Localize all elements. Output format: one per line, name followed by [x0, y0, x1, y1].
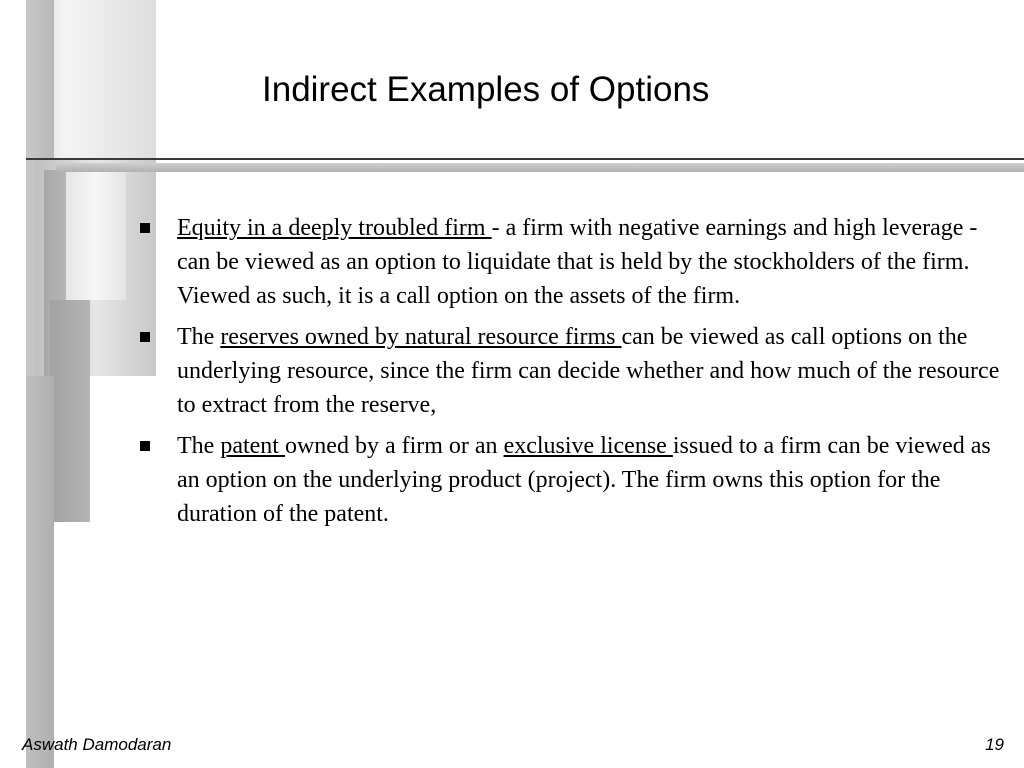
- bullet-text-underlined: patent: [220, 433, 285, 459]
- square-bullet-icon: [140, 223, 150, 233]
- bullet-list: [140, 211, 1000, 538]
- footer-author: Aswath Damodaran: [22, 735, 172, 754]
- bullet-item: [140, 429, 1000, 531]
- bullet-text-underlined: Equity in a deeply troubled firm: [177, 215, 492, 241]
- bullet-text-underlined: exclusive license: [503, 433, 673, 459]
- footer-page-number: 19: [985, 735, 1004, 754]
- decor-bar: [50, 300, 90, 522]
- bullet-text: can be viewed as call options on the underlying resource, since the firm can decide whether and how much of the resource to extract from the reserve,: [177, 324, 1000, 418]
- bullet-text: owned by a firm or an: [284, 433, 504, 459]
- bullet-item: [140, 320, 1000, 422]
- title-divider-shadow: [56, 163, 1024, 172]
- bullet-text: The: [177, 324, 221, 350]
- slide-title: Indirect Examples of Options: [262, 70, 710, 109]
- bullet-text: - a firm with negative earnings and high leverage - can be viewed as an option to liquidate that is held by the stockholders of the firm. Viewed as such, it is a call option on the assets of the firm.: [177, 215, 978, 309]
- decor-bar: [26, 376, 54, 768]
- bullet-text-underlined: reserves owned by natural resource firms: [220, 324, 622, 350]
- square-bullet-icon: [140, 332, 150, 342]
- bullet-text: The: [177, 433, 221, 459]
- square-bullet-icon: [140, 441, 150, 451]
- bullet-item: [140, 211, 1000, 313]
- decor-bar: [66, 172, 126, 300]
- title-divider: [26, 158, 1024, 160]
- bullet-text: issued to a firm can be viewed as an option on the underlying product (project). The firm owns this option for the duration of the patent.: [177, 433, 991, 527]
